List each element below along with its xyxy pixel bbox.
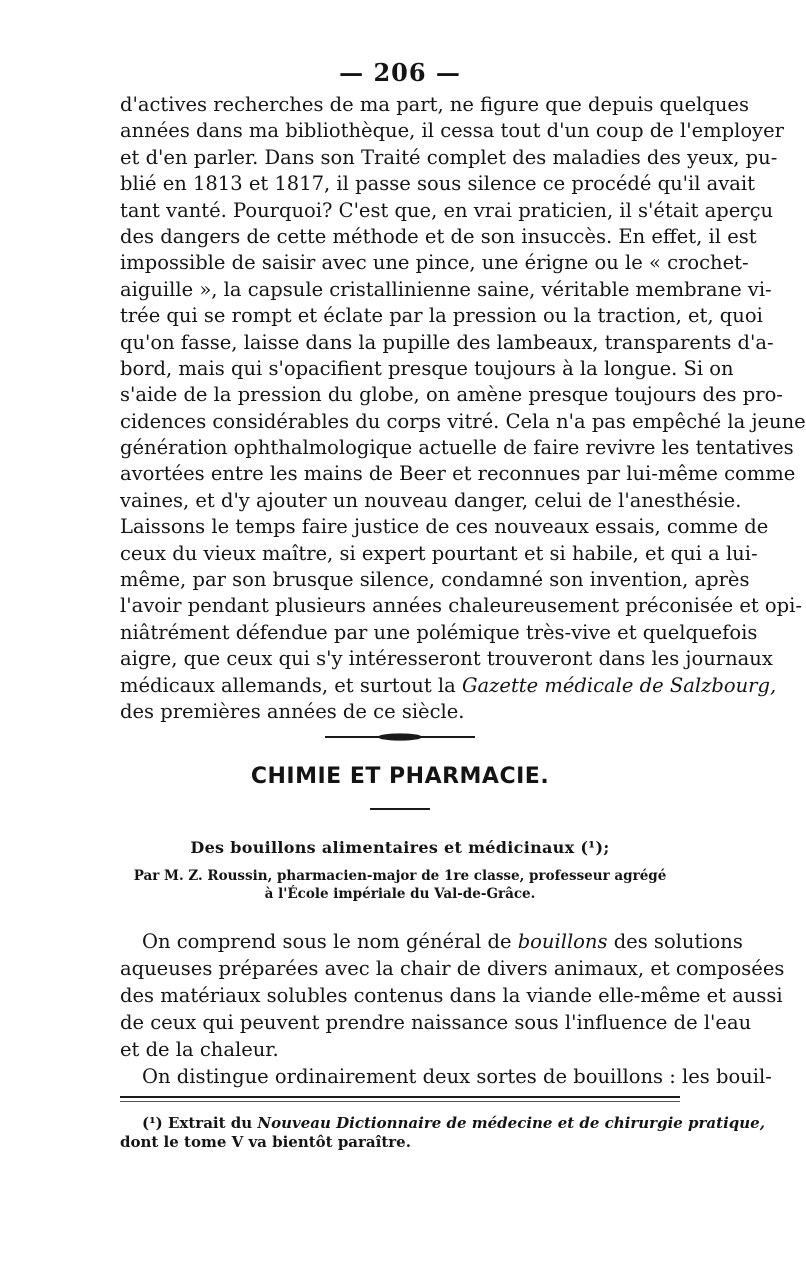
body-line: aigre, que ceux qui s'y intéresseront trouveront dans les journaux [120, 647, 773, 671]
body-line: avortées entre les mains de Beer et reconnues par lui-même comme [120, 462, 796, 486]
intro-line: et de la chaleur. [120, 1038, 279, 1061]
body-line: ceux du vieux maître, si expert pourtant et si habile, et qui a lui- [120, 541, 758, 565]
title-divider [370, 808, 430, 810]
body-paragraph [120, 92, 806, 725]
body-line: aiguille », la capsule cristallinienne saine, véritable membrane vi- [120, 277, 772, 301]
footnote-line [120, 1114, 765, 1133]
journal-title: Gazette médicale de Salzbourg, [461, 673, 777, 697]
body-line: blié en 1813 et 1817, il passe sous silence ce procédé qu'il avait [120, 172, 755, 196]
body-line: niâtrément défendue par une polémique très-vive et quelquefois [120, 620, 758, 644]
footnote-line: dont le tome V va bientôt paraître. [120, 1133, 411, 1151]
body-line: génération ophthalmologique actuelle de faire revivre les tentatives [120, 436, 794, 460]
intro-text: des solutions [613, 930, 743, 953]
body-line: l'avoir pendant plusieurs années chaleureusement préconisée et opi- [120, 594, 802, 618]
body-line: bord, mais qui s'opacifient presque toujours à la longue. Si on [120, 356, 734, 380]
intro-line: des matériaux solubles contenus dans la viande elle-même et aussi [120, 984, 783, 1007]
intro-paragraph [120, 928, 785, 1090]
intro-text: On comprend sous le nom général de [142, 930, 512, 953]
page-number: — 206 — [339, 58, 461, 87]
footnote-work-title: Nouveau Dictionnaire de médecine et de chirurgie pratique, [257, 1114, 765, 1132]
body-line: qu'on fasse, laisse dans la pupille des lambeaux, transparents d'a- [120, 330, 774, 354]
intro-line: de ceux qui peuvent prendre naissance sous l'influence de l'eau [120, 1011, 752, 1034]
author-byline: Par M. Z. Roussin, pharmacien-major de 1re classe, professeur agrégé [133, 868, 667, 884]
body-line [120, 673, 777, 699]
article-title: Des bouillons alimentaires et médicinaux (¹); [190, 838, 610, 857]
intro-line: aqueuses préparées avec la chair de divers animaux, et composées [120, 957, 785, 980]
body-line: impossible de saisir avec une pince, une érigne ou le « crochet- [120, 251, 749, 275]
body-line: trée qui se rompt et éclate par la pression ou la traction, et, quoi [120, 304, 763, 328]
footnote-text: (¹) Extrait du [142, 1114, 253, 1132]
body-line-text: médicaux allemands, et surtout la [120, 673, 456, 697]
author-affiliation: à l'École impériale du Val-de-Grâce. [264, 886, 536, 902]
body-line: Laissons le temps faire justice de ces nouveaux essais, comme de [120, 515, 769, 539]
body-line: des dangers de cette méthode et de son insuccès. En effet, il est [120, 224, 757, 248]
body-line: tant vanté. Pourquoi? C'est que, en vrai praticien, il s'était aperçu [120, 198, 774, 222]
ornamental-rule [325, 733, 475, 741]
footnote [120, 1114, 765, 1152]
intro-line [120, 928, 743, 955]
footnote-divider [120, 1096, 680, 1098]
body-line: années dans ma bibliothèque, il cessa tout d'un coup de l'employer [120, 119, 784, 143]
section-title: CHIMIE ET PHARMACIE. [250, 764, 550, 789]
intro-term: bouillons [517, 930, 608, 953]
body-line: d'actives recherches de ma part, ne figure que depuis quelques [120, 93, 749, 116]
body-line: même, par son brusque silence, condamné son invention, après [120, 568, 750, 592]
body-line: des premières années de ce siècle. [120, 699, 465, 723]
body-line: vaines, et d'y ajouter un nouveau danger, celui de l'anesthésie. [120, 488, 742, 512]
body-line: cidences considérables du corps vitré. Cela n'a pas empêché la jeune [120, 409, 806, 433]
intro-line: On distingue ordinairement deux sortes de bouillons : les bouil- [142, 1065, 772, 1088]
body-line: et d'en parler. Dans son Traité complet des maladies des yeux, pu- [120, 145, 778, 169]
footnote-divider-thin [120, 1101, 680, 1102]
body-line: s'aide de la pression du globe, on amène presque toujours des pro- [120, 383, 783, 407]
